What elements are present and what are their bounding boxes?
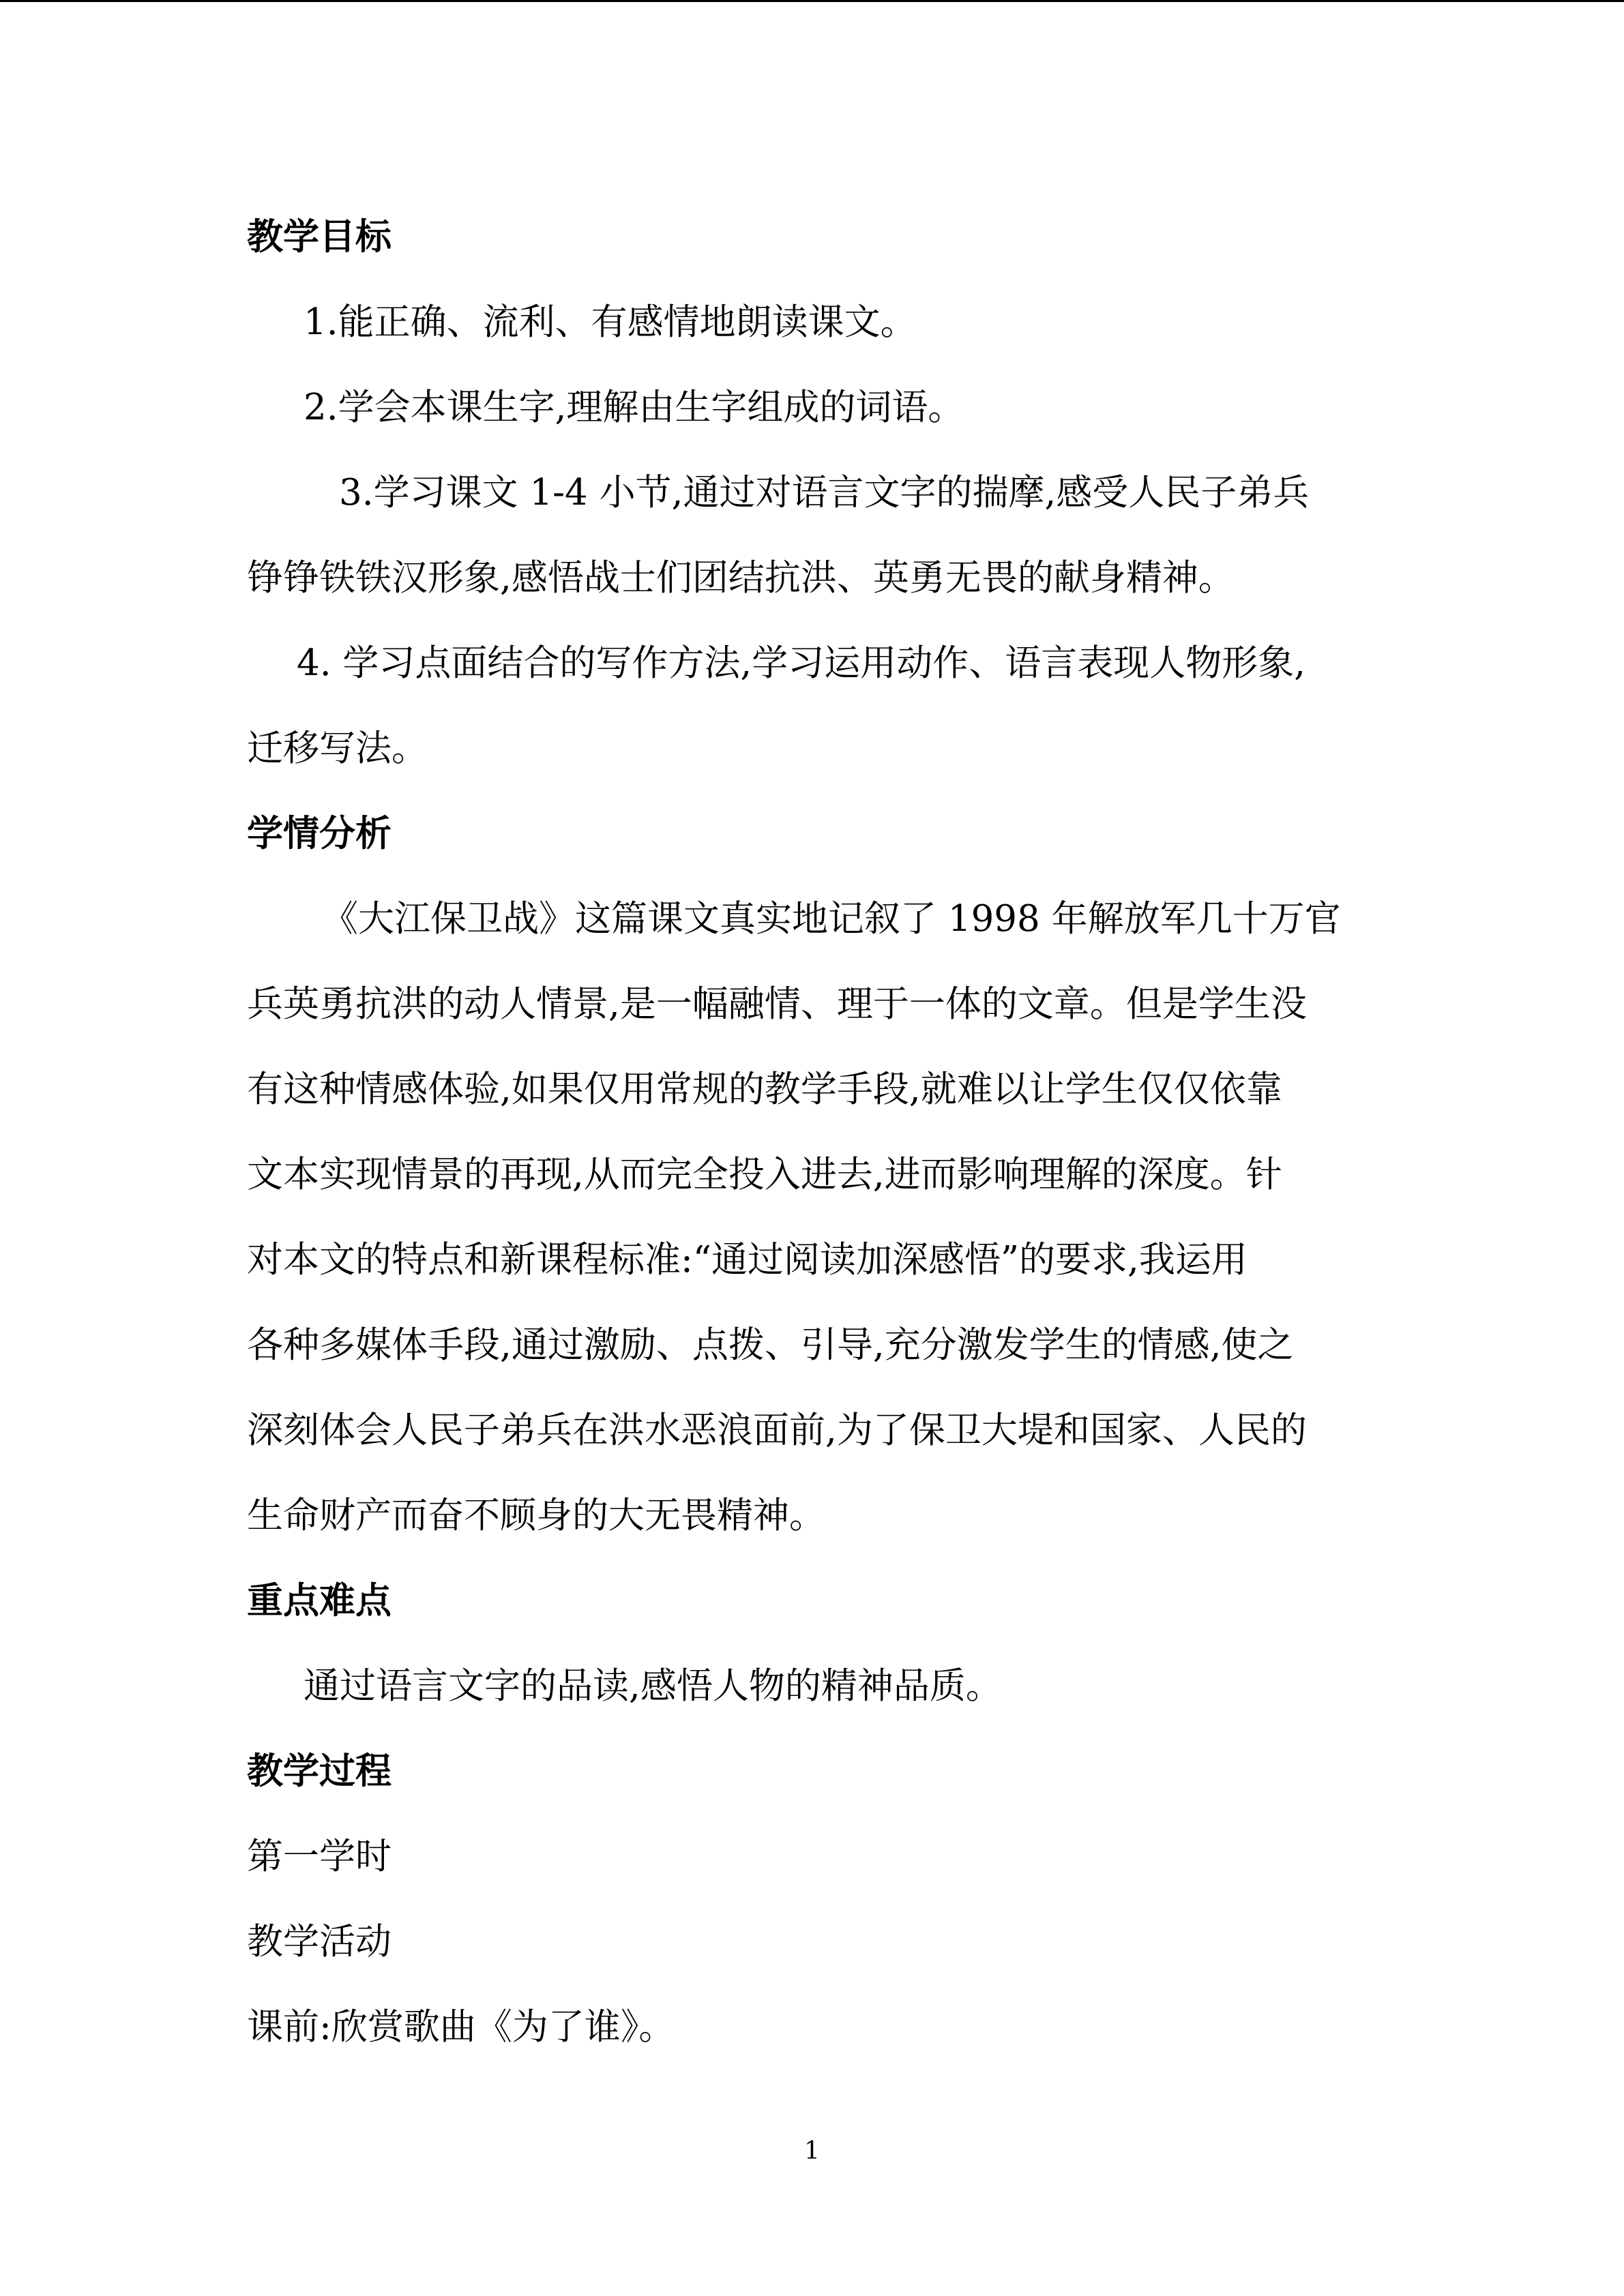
analysis-line: 生命财产而奋不顾身的大无畏精神。 bbox=[247, 1495, 825, 1536]
heading-teaching-process: 教学过程 bbox=[247, 1750, 392, 1792]
analysis-line: 深刻体会人民子弟兵在洪水恶浪面前,为了保卫大堤和国家、人民的 bbox=[247, 1410, 1307, 1451]
heading-key-points: 重点难点 bbox=[247, 1580, 392, 1622]
page-number: 1 bbox=[804, 2137, 820, 2165]
analysis-line: 文本实现情景的再现,从而完全投入进去,进而影响理解的深度。针 bbox=[247, 1154, 1282, 1195]
heading-teaching-goals: 教学目标 bbox=[247, 216, 392, 258]
key-points-text: 通过语言文字的品读,感悟人物的精神品质。 bbox=[304, 1665, 1002, 1707]
analysis-line: 有这种情感体验,如果仅用常规的教学手段,就难以让学生仅仅依靠 bbox=[247, 1069, 1282, 1110]
analysis-line: 对本文的特点和新课程标准:“通过阅读加深感悟”的要求,我运用 bbox=[247, 1239, 1247, 1281]
analysis-line: 《大江保卫战》这篇课文真实地记叙了 1998 年解放军几十万官 bbox=[322, 898, 1341, 940]
analysis-line: 各种多媒体手段,通过激励、点拨、引导,充分激发学生的情感,使之 bbox=[247, 1324, 1294, 1366]
goal-item-3: 3.学习课文 1-4 小节,通过对语言文字的揣摩,感受人民子弟兵 bbox=[339, 472, 1310, 513]
process-line: 第一学时 bbox=[247, 1836, 392, 1877]
goal-item-1: 1.能正确、流利、有感情地朗读课文。 bbox=[304, 301, 917, 343]
goal-item-4-continued: 迁移写法。 bbox=[247, 728, 428, 769]
goal-item-3-continued: 铮铮铁铁汉形象,感悟战士们团结抗洪、英勇无畏的献身精神。 bbox=[247, 557, 1235, 599]
process-line: 课前:欣赏歌曲《为了谁》。 bbox=[247, 2006, 675, 2048]
analysis-line: 兵英勇抗洪的动人情景,是一幅融情、理于一体的文章。但是学生没 bbox=[247, 983, 1307, 1025]
goal-item-2: 2.学会本课生字,理解由生字组成的词语。 bbox=[304, 387, 964, 428]
goal-item-4: 4. 学习点面结合的写作方法,学习运用动作、语言表现人物形象, bbox=[297, 642, 1306, 684]
process-line: 教学活动 bbox=[247, 1921, 392, 1963]
heading-learning-analysis: 学情分析 bbox=[247, 813, 392, 854]
